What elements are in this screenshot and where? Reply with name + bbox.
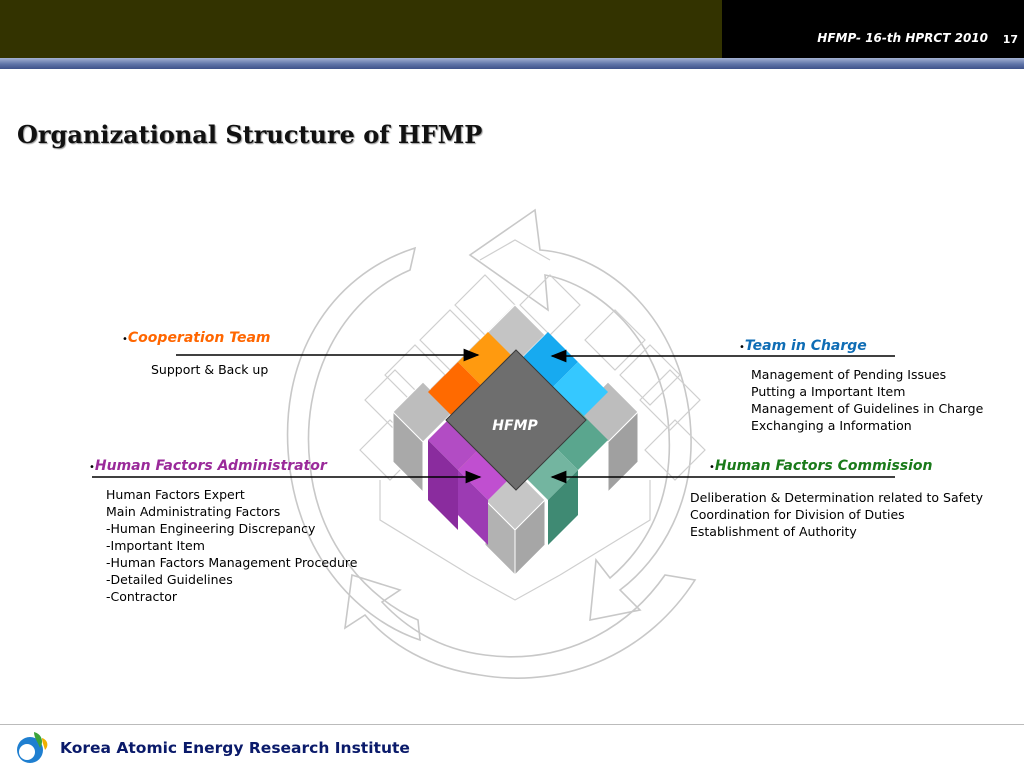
footer-institute: Korea Atomic Energy Research Institute <box>60 739 410 757</box>
bullet-icon: • <box>89 462 95 473</box>
team-in-charge-description <box>751 366 983 434</box>
hfmp-center-label: HFMP <box>492 418 538 434</box>
kaeri-logo-icon <box>14 728 52 766</box>
description-line: Human Factors Expert <box>106 487 245 502</box>
slide-title: Organizational Structure of HFMP <box>17 120 483 149</box>
description-line: Deliberation & Determination related to Safety <box>690 490 983 505</box>
footer-divider <box>0 724 1024 725</box>
team-in-charge-heading <box>739 338 867 354</box>
human-factors-administrator-label: Human Factors Administrator <box>94 458 327 474</box>
description-line: -Human Engineering Discrepancy <box>106 521 316 536</box>
human-factors-commission-heading <box>709 458 933 474</box>
description-line: Management of Pending Issues <box>751 367 947 382</box>
description-line: -Human Factors Management Procedure <box>106 555 358 570</box>
cycle-arrow-bottom <box>345 575 695 678</box>
cooperation-team-description <box>151 361 268 378</box>
page-number: 17 <box>1002 33 1018 46</box>
description-line: -Contractor <box>106 589 178 604</box>
description-line: Management of Guidelines in Charge <box>751 401 984 416</box>
description-line: Coordination for Division of Duties <box>690 507 905 522</box>
conference-title: HFMP- 16-th HPRCT 2010 <box>817 31 988 45</box>
human-factors-administrator-description <box>106 486 357 605</box>
description-line: -Important Item <box>106 538 205 553</box>
cooperation-team-label: Cooperation Team <box>127 330 271 346</box>
description-line: Support & Back up <box>151 362 269 377</box>
human-factors-administrator-heading <box>89 458 327 474</box>
human-factors-commission-label: Human Factors Commission <box>714 458 933 474</box>
team-in-charge-label: Team in Charge <box>744 338 867 354</box>
description-line: Putting a Important Item <box>751 384 906 399</box>
description-line: Establishment of Authority <box>690 524 857 539</box>
bullet-icon: • <box>739 342 745 353</box>
cooperation-team-heading <box>122 330 271 346</box>
bullet-icon: • <box>122 334 128 345</box>
bullet-icon: • <box>709 462 715 473</box>
description-line: Exchanging a Information <box>751 418 912 433</box>
description-line: Main Administrating Factors <box>106 504 281 519</box>
description-line: -Detailed Guidelines <box>106 572 233 587</box>
human-factors-commission-description <box>690 489 983 540</box>
